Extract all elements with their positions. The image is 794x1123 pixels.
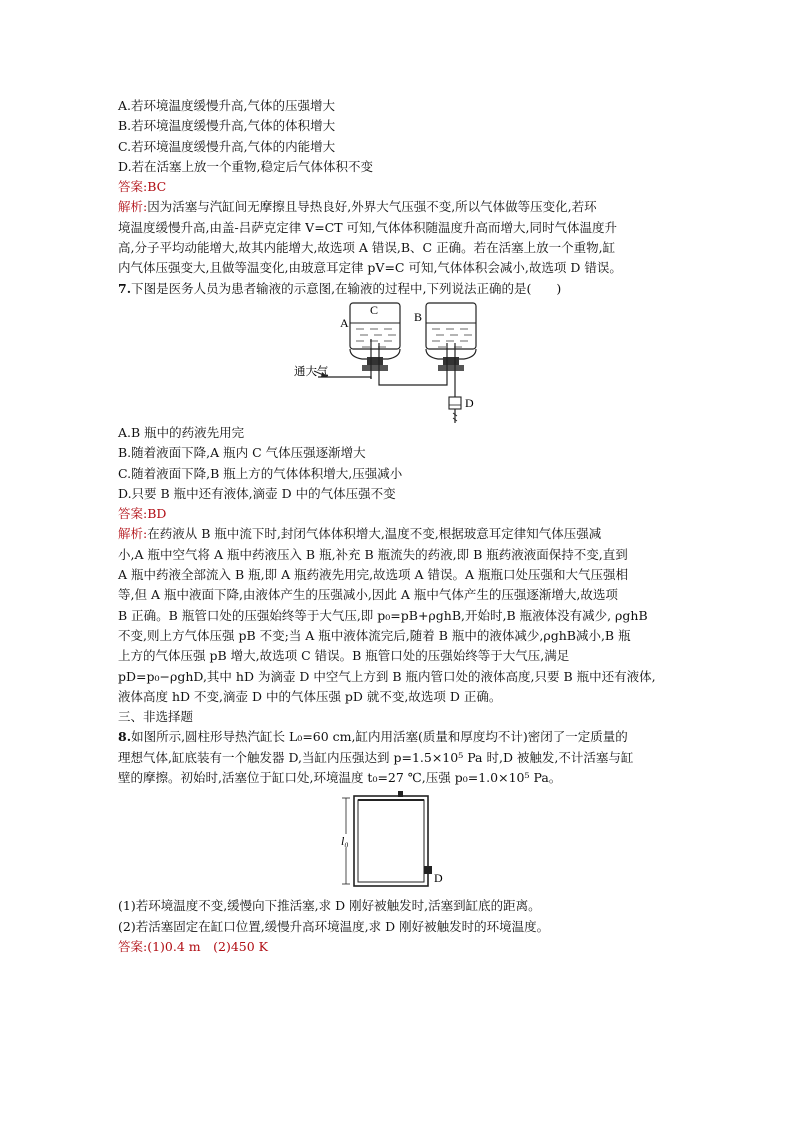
q6-option-c: C.若环境温度缓慢升高,气体的内能增大: [118, 138, 336, 154]
label-b: B: [414, 309, 423, 324]
bottle-b: [426, 303, 476, 349]
label-a: A: [340, 315, 349, 330]
q7-analysis-line: A 瓶中药液全部流入 B 瓶,即 A 瓶药液先用完,故选项 A 错误。A 瓶瓶口处压强和大气压强相: [118, 567, 629, 583]
answer-label: 答案:: [118, 938, 148, 954]
q7-analysis-line: B 正确。B 瓶管口处的压强始终等于大气压,即 p₀=pB+ρghB,开始时,B 瓶液体没有减少, ρghB: [118, 607, 648, 623]
q7-analysis-line: 液体高度 hD 不变,滴壶 D 中的气体压强 pD 就不变,故选项 D 正确。: [118, 688, 502, 704]
analysis-label: 解析:: [118, 199, 148, 215]
analysis-label: 解析:: [118, 526, 148, 542]
q6-option-a: A.若环境温度缓慢升高,气体的压强增大: [118, 98, 335, 113]
q8-stem-line: [118, 727, 678, 747]
q7-analysis-line: [118, 524, 678, 544]
cylinder-diagram: [118, 788, 678, 896]
answer-label: 答案:: [118, 179, 148, 195]
q7-analysis-line: 上方的气体压强 pB 增大,故选项 C 错误。B 瓶管口处的压强始终等于大气压,满足: [118, 648, 570, 664]
trigger-d: [424, 866, 432, 874]
q7-option-b: B.随着液面下降,A 瓶内 C 气体压强逐渐增大: [118, 445, 366, 461]
q6-analysis-line: [118, 197, 678, 217]
q7-analysis-line: 等,但 A 瓶中液面下降,由液体产生的压强减小,因此 A 瓶中气体产生的压强逐渐增大,故选项: [118, 587, 618, 603]
label-l0: l₀: [341, 834, 349, 849]
q7-option-a: A.B 瓶中的药液先用完: [118, 424, 245, 440]
drip-chamber-d: [449, 397, 461, 409]
analysis-text: 在药液从 B 瓶中流下时,封闭气体体积增大,温度不变,根据玻意耳定律知气体压强减: [147, 526, 602, 542]
question-number: 7.: [118, 280, 132, 296]
answer-value: (1)0.4 m (2)450 K: [147, 938, 269, 954]
q7-analysis-line: 不变,则上方气体压强 pB 不变;当 A 瓶中液体流完后,随着 B 瓶中的液体减少,ρghB减小,B 瓶: [118, 627, 631, 643]
connecting-tube: [379, 379, 447, 385]
answer-value: BD: [147, 506, 167, 522]
q6-option-d: D.若在活塞上放一个重物,稳定后气体体积不变: [118, 158, 374, 174]
label-c: C: [370, 302, 379, 317]
q8-stem-line: 理想气体,缸底装有一个触发器 D,当缸内压强达到 p=1.5×10⁵ Pa 时,D 被触发,不计活塞与缸: [118, 749, 634, 765]
answer-label: 答案:: [118, 506, 148, 522]
q6-analysis-line: 境温度缓慢升高,由盖-吕萨克定律 V=CT 可知,气体体积随温度升高而增大,同时气体温度升: [118, 219, 617, 235]
q7-option-c: C.随着液面下降,B 瓶上方的气体体积增大,压强减小: [118, 465, 403, 481]
q8-answer: [118, 937, 678, 957]
question-number: 8.: [118, 729, 132, 745]
question-stem: 下图是医务人员为患者输液的示意图,在输液的过程中,下列说法正确的是( ): [131, 280, 562, 296]
q6-analysis-line: 内气体压强变大,且做等温变化,由玻意耳定律 pV=C 可知,气体体积会减小,故选项 D 错误。: [118, 260, 622, 276]
label-d: D: [434, 871, 443, 886]
q6-answer: [118, 177, 678, 197]
q7-stem: [118, 279, 678, 299]
analysis-text: 因为活塞与汽缸间无摩擦且导热良好,外界大气压强不变,所以气体做等压变化,若环: [147, 199, 597, 215]
q6-option-b: B.若环境温度缓慢升高,气体的体积增大: [118, 118, 336, 134]
q7-analysis-line: pD=p₀−ρghD,其中 hD 为滴壶 D 中空气上方到 B 瓶内管口处的液体高度,只要 B 瓶中还有液体,: [118, 668, 656, 684]
document-page: [118, 96, 678, 957]
q7-answer: [118, 504, 678, 524]
cylinder-wall: [354, 796, 428, 886]
infusion-diagram-svg: [118, 299, 678, 423]
q7-analysis-line: 小,A 瓶中空气将 A 瓶中药液压入 B 瓶,补充 B 瓶流失的药液,即 B 瓶药液液面保持不变,直到: [118, 546, 628, 562]
question-stem: 如图所示,圆柱形导热汽缸长 L₀=60 cm,缸内用活塞(质量和厚度均不计)密闭了一定质量的: [131, 729, 628, 745]
cylinder-inner-wall: [358, 800, 424, 882]
cylinder-diagram-svg: [118, 788, 678, 896]
bottle-b-liquid: [432, 329, 472, 347]
q8-subquestion-1: (1)若环境温度不变,缓慢向下推活塞,求 D 刚好被触发时,活塞到缸底的距离。: [118, 898, 541, 914]
q8-subquestion-2: (2)若活塞固定在缸口位置,缓慢升高环境温度,求 D 刚好被触发时的环境温度。: [118, 918, 550, 934]
label-air: 通大气: [294, 365, 329, 378]
q8-stem-line: 壁的摩擦。初始时,活塞位于缸口处,环境温度 t₀=27 ℃,压强 p₀=1.0×10⁵ Pa。: [118, 770, 562, 786]
q6-analysis-line: 高,分子平均动能增大,故其内能增大,故选项 A 错误,B、C 正确。若在活塞上放一个重物,缸: [118, 240, 616, 256]
bottle-a-liquid: [356, 329, 396, 347]
answer-value: BC: [147, 179, 167, 195]
q7-option-d: D.只要 B 瓶中还有液体,滴壶 D 中的气体压强不变: [118, 485, 396, 501]
label-d: D: [465, 395, 474, 410]
infusion-diagram: [118, 299, 678, 423]
section-heading: 三、非选择题: [118, 709, 194, 725]
